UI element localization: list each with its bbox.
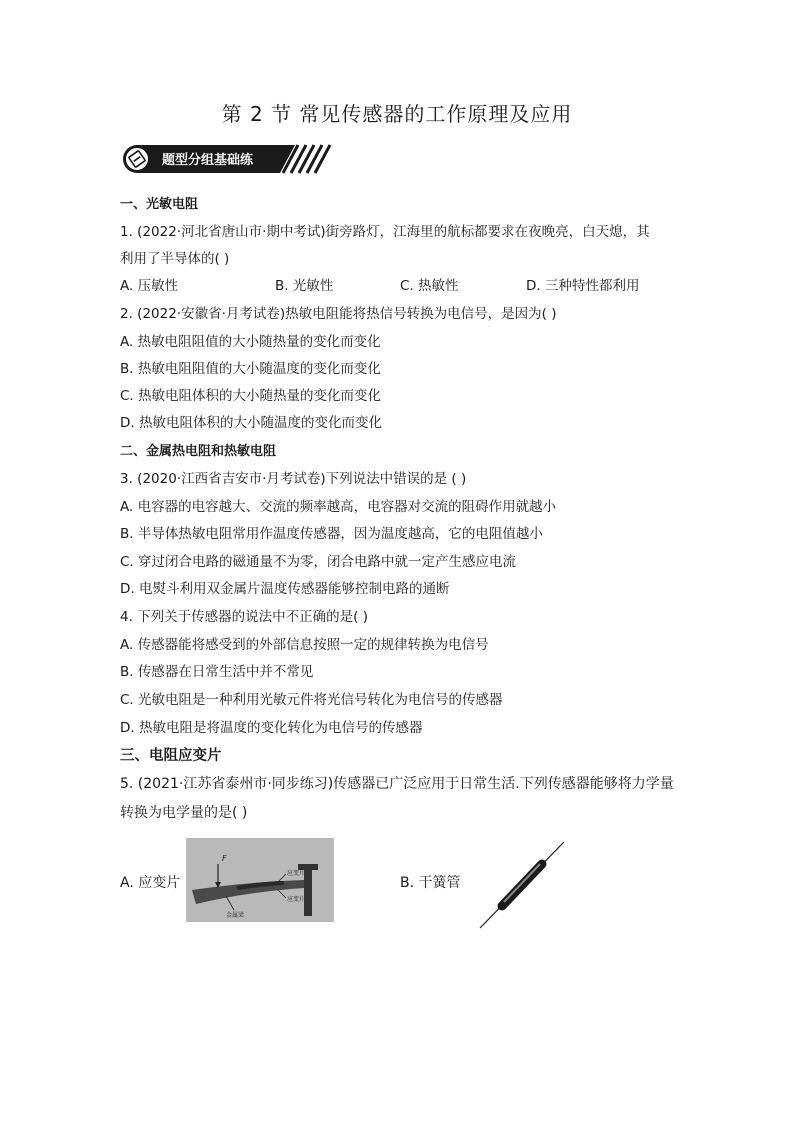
gauge-label: 应变片: [287, 870, 306, 877]
banner-label: 题型分组基础练: [162, 153, 254, 168]
option-c: C. 光敏电阻是一种利用光敏元件将光信号转化为电信号的传感器: [120, 692, 503, 708]
option-a: A. 热敏电阻阻值的大小随热量的变化而变化: [120, 334, 381, 350]
option-b: B. 热敏电阻阻值的大小随温度的变化而变化: [120, 361, 381, 377]
section-heading: 二、金属热电阻和热敏电阻: [120, 444, 277, 459]
option-a: A. 传感器能将感受到的外部信息按照一定的规律转换为电信号: [120, 637, 489, 653]
option-d: D. 电熨斗利用双金属片温度传感器能够控制电路的通断: [120, 581, 450, 597]
question-line: 3. (2020·江西省吉安市·月考试卷)下列说法中错误的是 ( ): [120, 471, 467, 487]
option-d: D. 三种特性都利用: [526, 278, 640, 294]
option-b: B. 光敏性: [275, 278, 334, 294]
metal-beam-label: 金属梁: [226, 912, 245, 919]
question-line: 5. (2021·江苏省泰州市·同步练习)传感器已广泛应用于日常生活.下列传感器能够将力学量: [120, 776, 674, 792]
reed-switch-figure: [474, 836, 570, 932]
option-a: A. 电容器的电容越大、交流的频率越高，电容器对交流的阻碍作用就越小: [120, 499, 557, 515]
option-b: B. 干簧管: [400, 875, 461, 891]
option-c: C. 穿过闭合电路的磁通量不为零，闭合电路中就一定产生感应电流: [120, 554, 517, 570]
gauge-label: 应变片: [287, 896, 306, 903]
section-banner: [120, 142, 335, 176]
question-line: 4. 下列关于传感器的说法中不正确的是( ): [120, 609, 368, 625]
question-line: 2. (2022·安徽省·月考试卷)热敏电阻能将热信号转换为电信号，是因为( ): [120, 306, 557, 322]
option-b: B. 半导体热敏电阻常用作温度传感器，因为温度越高，它的电阻值越小: [120, 526, 543, 542]
section-heading: 一、光敏电阻: [120, 197, 199, 212]
option-b: B. 传感器在日常生活中并不常见: [120, 664, 314, 680]
question-line: 1. (2022·河北省唐山市·期中考试)街旁路灯，江海里的航标都要求在夜晚亮，白天熄，其: [120, 224, 650, 240]
option-d: D. 热敏电阻是将温度的变化转化为电信号的传感器: [120, 720, 423, 736]
option-a: A. 压敏性: [120, 278, 179, 294]
force-label: F: [222, 854, 227, 863]
strain-gauge-figure: [186, 838, 334, 922]
page-title: 第 2 节 常见传感器的工作原理及应用: [221, 102, 573, 126]
option-c: C. 热敏电阻体积的大小随热量的变化而变化: [120, 388, 382, 404]
section-heading: 三、电阻应变片: [120, 748, 222, 764]
option-a: A. 应变片: [120, 875, 181, 891]
option-d: D. 热敏电阻体积的大小随温度的变化而变化: [120, 415, 382, 431]
question-line: 利用了半导体的( ): [120, 251, 230, 267]
question-line: 转换为电学量的是( ): [120, 805, 248, 821]
option-c: C. 热敏性: [400, 278, 459, 294]
